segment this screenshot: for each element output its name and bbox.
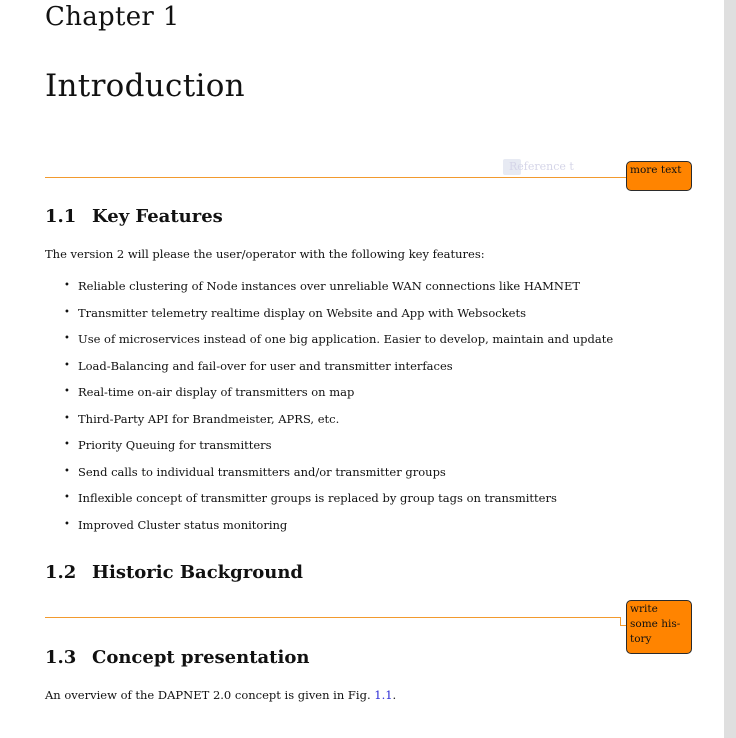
list-item-text: Improved Cluster status monitoring <box>78 517 288 532</box>
list-item <box>64 300 613 327</box>
chapter-title: Introduction <box>45 68 245 104</box>
faded-note-text: Reference t <box>509 160 574 173</box>
bullet-icon: • <box>64 439 70 450</box>
section-number: 1.1 <box>45 206 77 227</box>
bullet-icon: • <box>64 412 70 424</box>
section-heading-historic-background <box>45 562 303 583</box>
bullet-icon: • <box>64 306 70 318</box>
key-features-list <box>64 273 613 538</box>
section-title: Key Features <box>92 206 223 227</box>
todo-connector-line <box>45 617 620 618</box>
todo-note-write-history[interactable] <box>626 600 692 654</box>
bullet-icon: • <box>64 280 70 291</box>
list-item-text: Inflexible concept of transmitter groups is replaced by group tags on transmitters <box>78 491 557 505</box>
list-item-text: Transmitter telemetry realtime display on Website and App with Websockets <box>78 305 526 320</box>
vertical-scrollbar[interactable] <box>724 0 736 738</box>
todo-note-more-text[interactable] <box>626 161 692 191</box>
todo-note-text: more text <box>630 164 682 176</box>
list-item <box>64 512 613 539</box>
todo-note-line: some his- <box>630 618 681 630</box>
list-item <box>64 432 613 459</box>
concept-text: An overview of the DAPNET 2.0 concept is given in Fig. <box>45 688 375 702</box>
bullet-icon: • <box>64 465 70 477</box>
concept-text-end: . <box>392 688 397 702</box>
section-title: Historic Background <box>92 562 303 583</box>
section-number: 1.2 <box>45 562 77 583</box>
bullet-icon: • <box>64 518 70 530</box>
list-item-text: Third-Party API for Brandmeister, APRS, etc. <box>78 411 340 426</box>
section-heading-concept-presentation <box>45 647 309 668</box>
list-item-text: Priority Queuing for transmitters <box>78 438 272 452</box>
chapter-label: Chapter 1 <box>45 2 180 32</box>
todo-connector-line <box>45 177 627 178</box>
list-item <box>64 406 613 433</box>
bullet-icon: • <box>64 386 70 397</box>
section-number: 1.3 <box>45 647 77 668</box>
list-item <box>64 485 613 512</box>
list-item-text: Send calls to individual transmitters and/or transmitter groups <box>78 464 446 479</box>
list-item <box>64 459 613 486</box>
key-features-intro: The version 2 will please the user/operator with the following key features: <box>45 247 485 261</box>
list-item-text: Load-Balancing and fail-over for user and transmitter interfaces <box>78 358 453 373</box>
bullet-icon: • <box>64 333 70 344</box>
figure-reference-link[interactable]: 1.1 <box>374 688 393 702</box>
list-item-text: Real-time on-air display of transmitters on map <box>78 385 355 399</box>
list-item <box>64 353 613 380</box>
todo-note-line: tory <box>630 633 652 645</box>
bullet-icon: • <box>64 359 70 371</box>
list-item-text: Use of microservices instead of one big application. Easier to develop, maintain and update <box>78 332 614 346</box>
bullet-icon: • <box>64 492 70 503</box>
list-item <box>64 326 613 353</box>
concept-paragraph <box>45 688 396 702</box>
todo-connector-tick <box>620 617 621 625</box>
section-title: Concept presentation <box>92 647 310 668</box>
todo-note-line: write <box>630 603 658 615</box>
list-item-text: Reliable clustering of Node instances over unreliable WAN connections like HAMNET <box>78 279 581 293</box>
list-item <box>64 379 613 406</box>
section-heading-key-features <box>45 206 223 227</box>
list-item <box>64 273 613 300</box>
